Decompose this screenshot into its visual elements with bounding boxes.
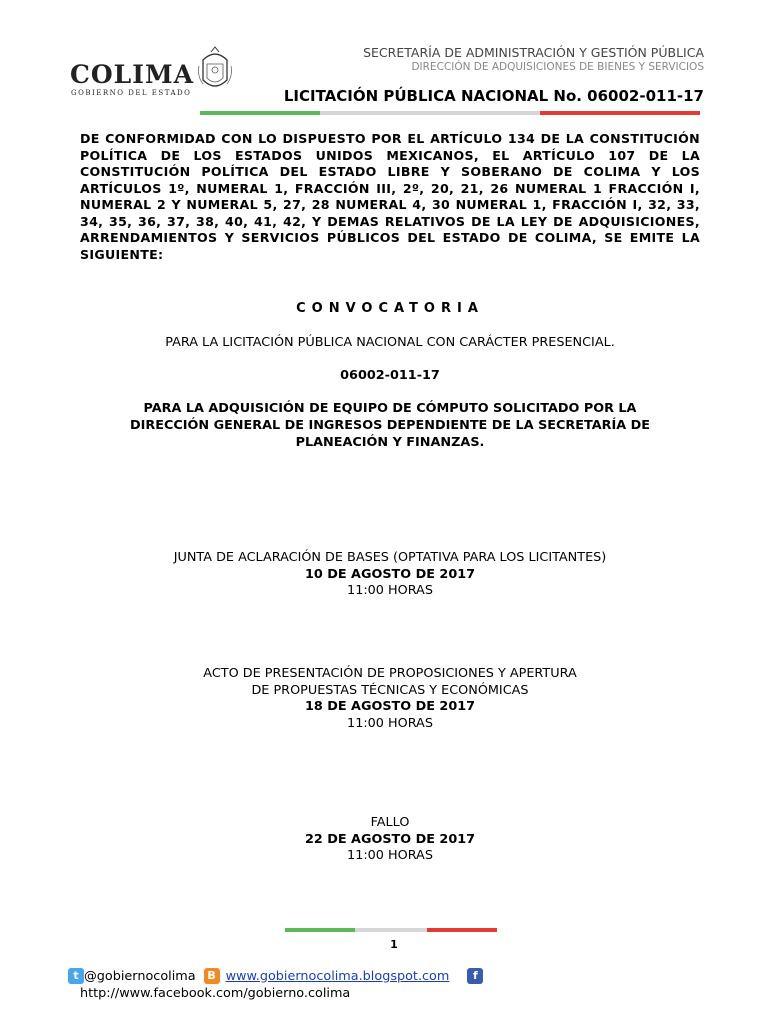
event-title: FALLO — [370, 815, 410, 830]
description-line: PLANEACIÓN Y FINANZAS. — [295, 435, 485, 450]
facebook-icon[interactable]: f — [467, 968, 483, 984]
licitacion-subtitle: PARA LA LICITACIÓN PÚBLICA NACIONAL CON CARÁCTER PRESENCIAL. — [165, 335, 615, 350]
coat-of-arms-icon — [195, 46, 235, 98]
acquisition-description — [80, 400, 700, 451]
logo-text: COLIMA — [70, 60, 195, 89]
document-title: LICITACIÓN PÚBLICA NACIONAL No. 06002-011-17 — [283, 87, 704, 105]
description-line: PARA LA ADQUISICIÓN DE EQUIPO DE CÓMPUTO SOLICITADO POR LA — [143, 401, 637, 416]
event-title: DE PROPUESTAS TÉCNICAS Y ECONÓMICAS — [251, 682, 529, 698]
event-title: JUNTA DE ACLARACIÓN DE BASES (OPTATIVA PARA LOS LICITANTES) — [173, 550, 607, 565]
secretaria-name: SECRETARÍA DE ADMINISTRACIÓN Y GESTIÓN PÚBLICA — [363, 45, 704, 60]
event-time: 11:00 HORAS — [347, 848, 433, 863]
direccion-name: DIRECCIÓN DE ADQUISICIONES DE BIENES Y SERVICIOS — [411, 61, 704, 73]
event-time: 11:00 HORAS — [347, 715, 433, 731]
licitacion-code: 06002-011-17 — [340, 368, 440, 383]
blog-link[interactable]: www.gobiernocolima.blogspot.com — [225, 968, 450, 984]
footer-social — [68, 968, 483, 984]
event-date: 18 DE AGOSTO DE 2017 — [304, 699, 476, 714]
logo-subtitle: GOBIERNO DEL ESTADO — [71, 89, 192, 97]
colima-logo — [70, 46, 240, 102]
twitter-icon[interactable]: t — [68, 968, 84, 984]
event-date: 22 DE AGOSTO DE 2017 — [304, 831, 476, 847]
event-time: 11:00 HORAS — [347, 583, 433, 598]
event-date: 10 DE AGOSTO DE 2017 — [304, 566, 476, 582]
facebook-url[interactable]: http://www.facebook.com/gobierno.colima — [80, 986, 351, 1001]
twitter-handle[interactable]: @gobiernocolima — [84, 968, 196, 984]
footer-color-stripe — [285, 928, 497, 932]
blogger-icon[interactable]: B — [204, 968, 220, 984]
legal-paragraph: DE CONFORMIDAD CON LO DISPUESTO POR EL ARTÍCULO 134 DE LA CONSTITUCIÓN POLÍTICA DE LOS ESTADOS UNIDOS MEXICANOS, EL ARTÍCULO 107 DE LA CONSTITUCIÓN POLÍTICA DEL ESTADO LIBRE Y SOBERANO DE COLIMA Y LOS ARTÍCULOS 1º, NUMERAL 1, FRACCIÓN III, 2º, 20, 21, 26 NUMERAL 1 FRACCIÓN I, NUMERAL 2 Y NUMERAL 5, 27, 28 NUMERAL 4, 30 NUMERAL 1, FRACCIÓN I, 32, 33, 34, 35, 36, 37, 38, 40, 41, 42, Y DEMAS RELATIVOS DE LA LEY DE ADQUISICIONES, ARRENDAMIENTOS Y SERVICIOS PÚBLICOS DEL ESTADO DE COLIMA, SE EMITE LA SIGUIENTE: — [80, 131, 700, 262]
description-line: DIRECCIÓN GENERAL DE INGRESOS DEPENDIENTE DE LA SECRETARÍA DE — [130, 418, 650, 433]
event-junta — [80, 550, 700, 600]
event-title: ACTO DE PRESENTACIÓN DE PROPOSICIONES Y APERTURA — [203, 666, 577, 681]
event-fallo — [80, 815, 700, 865]
event-acto — [80, 666, 700, 732]
convocatoria-heading: CONVOCATORIA — [296, 301, 484, 316]
page-number: 1 — [390, 938, 398, 951]
header-color-stripe — [200, 111, 700, 115]
